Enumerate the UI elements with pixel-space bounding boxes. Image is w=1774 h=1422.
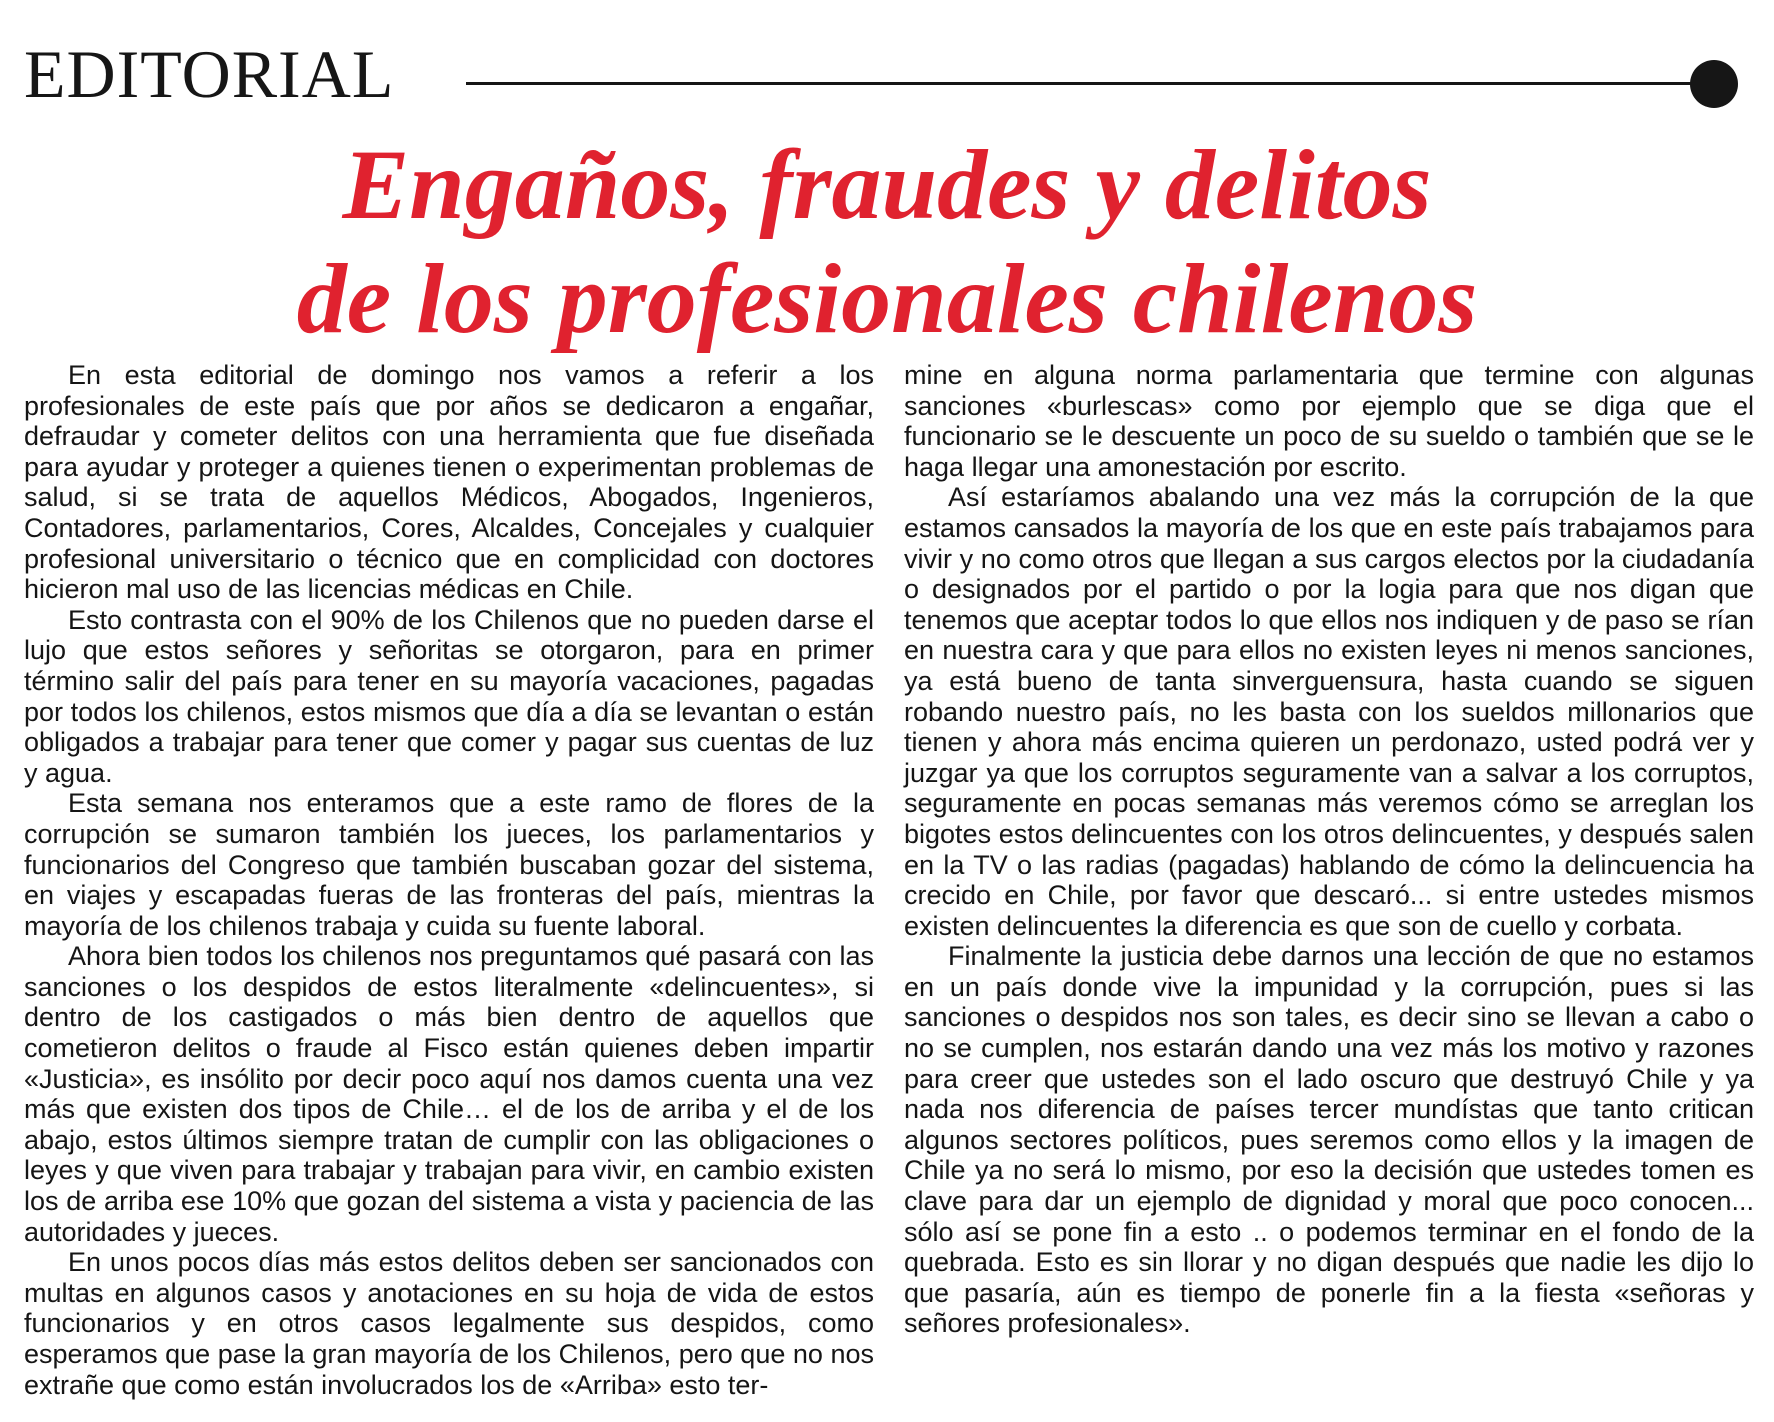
headline-line-1: Engaños, fraudes y delitos <box>342 129 1432 240</box>
paragraph: En unos pocos días más estos delitos deben ser sancionados con multas en algunos casos y anotaciones en su hoja de vida de estos funcionarios y en otros casos legalmente sus despidos, como esperamos que pase la gran mayoría de los Chilenos, pero que no nos extrañe que como están involucrados los de «Arriba» esto ter- <box>24 1247 874 1400</box>
headline <box>0 128 1774 356</box>
article-column-left <box>24 360 874 1400</box>
paragraph: Esto contrasta con el 90% de los Chilenos que no pueden darse el lujo que estos señores y señoritas se otorgaron, para en primer término salir del país para tener en su mayoría vacaciones, pagadas por todos los chilenos, estos mismos que día a día se levantan o están obligados a trabajar para tener que comer y pagar sus cuentas de luz y agua. <box>24 604 874 788</box>
section-label: EDITORIAL <box>24 36 395 112</box>
article-column-right <box>904 360 1754 1339</box>
header-rule <box>466 82 1698 85</box>
section-header <box>24 34 1744 114</box>
paragraph-continued: mine en alguna norma parlamentaria que termine con algunas sanciones «burlescas» como por ejemplo que se diga que el funcionario se le descuente un poco de su sueldo o también que se le haga llegar una amonestación por escrito. <box>904 360 1754 482</box>
paragraph: Así estaríamos abalando una vez más la corrupción de la que estamos cansados la mayoría de los que en este país trabajamos para vivir y no como otros que llegan a sus cargos electos por la ciudadanía o designados por el partido o por la logia para que nos digan que tenemos que aceptar todos lo que ellos nos indiquen y de paso se rían en nuestra cara y que para ellos no existen leyes ni menos sanciones, ya está bueno de tanta sinverguensura, hasta cuando se siguen robando nuestro país, no les basta con los sueldos millonarios que tienen y ahora más encima quieren un perdonazo, usted podrá ver y juzgar ya que los corruptos seguramente van a salvar a los corruptos, seguramente en pocas semanas más veremos cómo se arreglan los bigotes estos delincuentes con los otros delincuentes, y después salen en la TV o las radias (pagadas) hablando de cómo la delincuencia ha crecido en Chile, por favor que descaró... si entre ustedes mismos existen delincuentes la diferencia es que son de cuello y corbata. <box>904 482 1754 941</box>
header-dot-ornament <box>1690 60 1738 108</box>
paragraph: En esta editorial de domingo nos vamos a referir a los profesionales de este país que por años se dedicaron a engañar, defraudar y cometer delitos con una herramienta que fue diseñada para ayudar y proteger a quienes tienen o experimentan problemas de salud, si se trata de aquellos Médicos, Abogados, Ingenieros, Contadores, parlamentarios, Cores, Alcaldes, Concejales y cualquier profesional universitario o técnico que en complicidad con doctores hicieron mal uso de las licencias médicas en Chile. <box>24 360 874 605</box>
paragraph: Finalmente la justicia debe darnos una lección de que no estamos en un país donde vive la impunidad y la corrupción, pues si las sanciones o despidos nos son tales, es decir sino se llevan a cabo o no se cumplen, nos estarán dando una vez más los motivo y razones para creer que ustedes son el lado oscuro que destruyó Chile y ya nada nos diferencia de países tercer mundístas que tanto critican algunos sectores políticos, pues seremos como ellos y la imagen de Chile ya no será lo mismo, por eso la decisión que ustedes tomen es clave para dar un ejemplo de dignidad y moral que poco conocen... sólo así se pone fin a esto .. o podemos terminar en el fondo de la quebrada. Esto es sin llorar y no digan después que nadie les dijo lo que pasaría, aún es tiempo de ponerle fin a la fiesta «señoras y señores profesionales». <box>904 941 1754 1339</box>
paragraph: Ahora bien todos los chilenos nos preguntamos qué pasará con las sanciones o los despidos de estos literalmente «delincuentes», si dentro de los castigados o más bien dentro de aquellos que cometieron delitos o fraude al Fisco están quienes deben impartir «Justicia», es insólito por decir poco aquí nos damos cuenta una vez más que existen dos tipos de Chile… el de los de arriba y el de los abajo, estos últimos siempre tratan de cumplir con las obligaciones o leyes y que viven para trabajar y trabajan para vivir, en cambio existen los de arriba ese 10% que gozan del sistema a vista y paciencia de las autoridades y jueces. <box>24 941 874 1247</box>
headline-line-2: de los profesionales chilenos <box>296 243 1478 354</box>
paragraph: Esta semana nos enteramos que a este ramo de flores de la corrupción se sumaron también los jueces, los parlamentarios y funcionarios del Congreso que también buscaban gozar del sistema, en viajes y escapadas fueras de las fronteras del país, mientras la mayoría de los chilenos trabaja y cuida su fuente laboral. <box>24 788 874 941</box>
